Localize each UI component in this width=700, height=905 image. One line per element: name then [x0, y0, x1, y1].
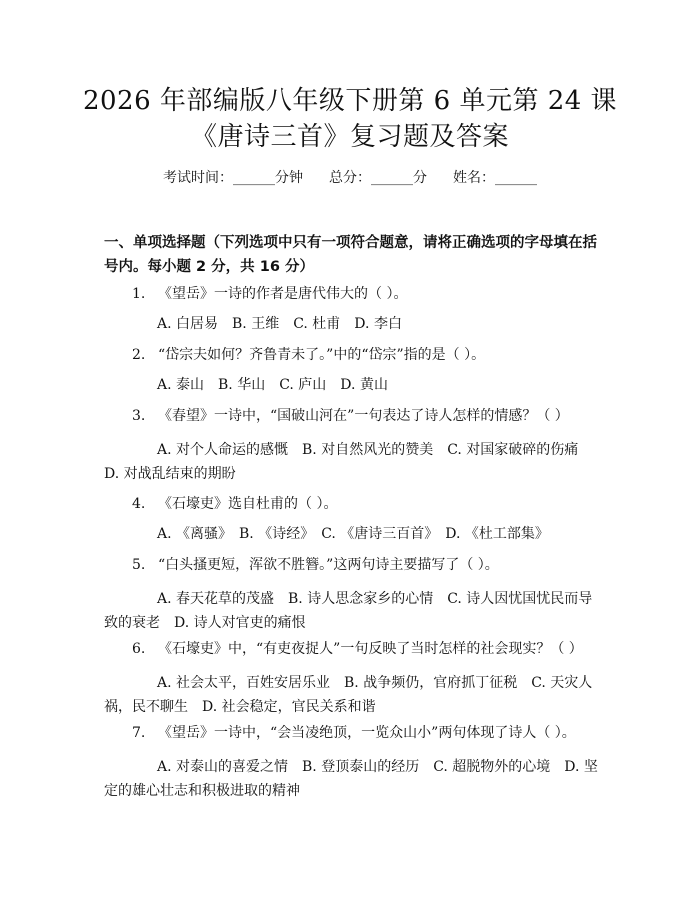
question-2-options: A. 泰山 B. 华山 C. 庐山 D. 黄山	[157, 377, 388, 393]
question-text: “白头搔更短，浑欲不胜簪。”这两句诗主要描写了（ ）。	[158, 557, 499, 573]
question-number: 1.	[132, 286, 146, 302]
question-6	[132, 638, 602, 660]
question-number: 7.	[132, 725, 146, 741]
question-number: 6.	[132, 641, 146, 657]
total-score: 总分：______分	[329, 170, 427, 186]
question-4	[132, 493, 602, 515]
question-1	[132, 283, 602, 305]
question-7-options: A. 对泰山的喜爱之情 B. 登顶泰山的经历 C. 超脱物外的心境 D. 坚定的雄心壮志和积极进取的精神	[104, 759, 598, 799]
question-number: 2.	[132, 347, 146, 363]
question-text: 《石壕吏》选自杜甫的（ ）。	[158, 496, 338, 512]
section-heading: 一、单项选择题（下列选项中只有一项符合题意，请将正确选项的字母填在括号内。每小题 2 分，共 16 分）	[104, 235, 597, 275]
question-text: 《望岳》一诗的作者是唐代伟大的（ ）。	[158, 286, 408, 302]
question-3-options: A. 对个人命运的感慨 B. 对自然风光的赞美 C. 对国家破碎的伤痛 D. 对战乱结束的期盼	[104, 442, 593, 482]
question-2	[132, 344, 602, 366]
student-name: 姓名：______	[453, 170, 537, 186]
question-5-options: A. 春天花草的茂盛 B. 诗人思念家乡的心情 C. 诗人因忧国忧民而导致的衰老 D. 诗人对官吏的痛恨	[104, 591, 593, 631]
document-title-line-1: 2026 年部编版八年级下册第 6 单元第 24 课	[82, 86, 618, 116]
question-text: 《春望》一诗中，“国破山河在”一句表达了诗人怎样的情感？（ ）	[158, 408, 569, 424]
document-title-line-2: 《唐诗三首》复习题及答案	[190, 122, 509, 152]
question-1-options: A. 白居易 B. 王维 C. 杜甫 D. 李白	[157, 316, 402, 332]
question-5	[132, 554, 602, 576]
question-number: 5.	[132, 557, 146, 573]
question-text: 《望岳》一诗中，“会当凌绝顶，一览众山小”两句体现了诗人（ ）。	[158, 725, 576, 741]
question-7	[132, 722, 602, 744]
question-number: 4.	[132, 496, 146, 512]
question-text: “岱宗夫如何？齐鲁青未了。”中的“岱宗”指的是（ ）。	[158, 347, 486, 363]
question-text: 《石壕吏》中，“有吏夜捉人”一句反映了当时怎样的社会现实？（ ）	[158, 641, 583, 657]
exam-meta	[0, 168, 700, 188]
question-4-options: A. 《离骚》 B. 《诗经》 C. 《唐诗三百首》 D. 《杜工部集》	[157, 526, 549, 542]
question-number: 3.	[132, 408, 146, 424]
question-6-options: A. 社会太平，百姓安居乐业 B. 战争频仍，官府抓丁征税 C. 天灾人祸，民不聊生 D. 社会稳定，官民关系和谐	[104, 675, 593, 715]
question-3	[132, 405, 602, 427]
exam-time: 考试时间：______分钟	[163, 170, 303, 186]
